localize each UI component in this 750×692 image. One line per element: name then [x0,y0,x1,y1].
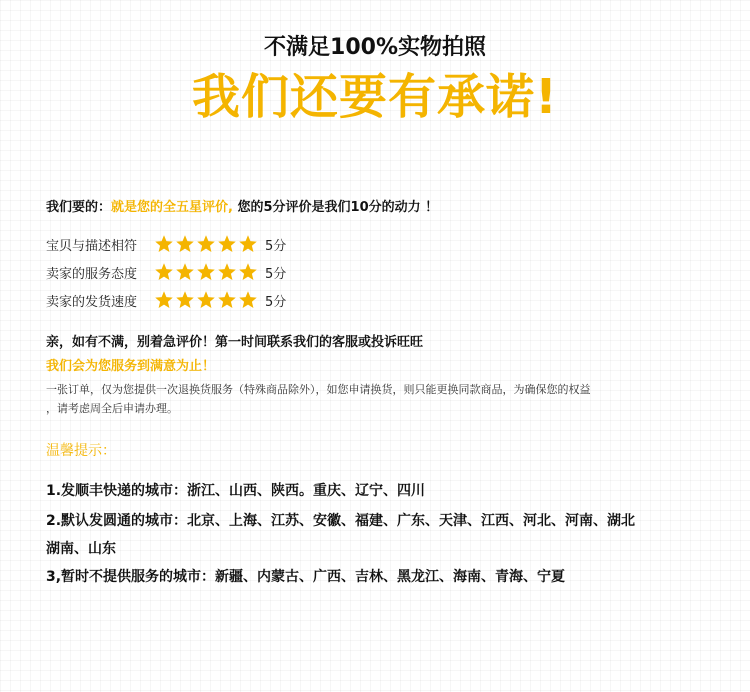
star-icon [217,234,237,254]
star-icon [154,234,174,254]
rating-row-shipping [46,288,286,312]
star-icon [217,290,237,310]
rating-label: 卖家的发货速度 [46,294,138,310]
star-icon [238,262,258,282]
policy-text-cont: ，请考虑周全后申请办理。 [46,402,178,415]
rating-score: 5分 [265,238,287,254]
star-icon [175,262,195,282]
notice-line: 亲，如有不满，别着急评价！第一时间联系我们的客服或投诉旺旺 [46,335,424,350]
review-request [46,196,438,215]
review-request-prefix: 我们要的： [46,200,112,215]
review-request-suffix: 您的5分评价是我们10分的动力 ！ [232,200,439,215]
star-icon [196,290,216,310]
rating-label: 宝贝与描述相符 [46,238,138,254]
rating-row-description [46,232,286,256]
rating-stars [154,234,259,254]
rating-row-service [46,260,286,284]
promise-title: 我们还要有承诺! [192,69,558,125]
tips-title: 温馨提示： [46,443,116,459]
headline: 不满足100%实物拍照 [264,35,486,60]
rating-label: 卖家的服务态度 [46,266,138,282]
rating-score: 5分 [265,266,287,282]
star-icon [196,262,216,282]
star-icon [175,234,195,254]
star-icon [175,290,195,310]
star-icon [196,234,216,254]
tips-line-sf: 1.发顺丰快递的城市：浙江、山西、陕西。重庆、辽宁、四川 [46,483,426,499]
rating-score: 5分 [265,294,287,310]
star-icon [238,234,258,254]
star-icon [154,290,174,310]
tips-line-unavailable: 3,暂时不提供服务的城市：新疆、内蒙古、广西、吉林、黑龙江、海南、青海、宁夏 [46,569,566,585]
tips-line-yto: 2.默认发圆通的城市：北京、上海、江苏、安徽、福建、广东、天津、江西、河北、河南、湖北 [46,513,636,529]
star-icon [154,262,174,282]
star-icon [238,290,258,310]
satisfaction-line: 我们会为您服务到满意为止！ [46,359,216,374]
star-icon [217,262,237,282]
review-request-highlight: 就是您的全五星评价, [111,200,233,215]
policy-text: 一张订单，仅为您提供一次退换货服务（特殊商品除外），如您申请换货，则只能更换同款商品，为确保您的权益 [46,383,591,396]
rating-stars [154,262,259,282]
tips-line-yto-cont: 湖南、山东 [46,541,116,557]
rating-stars [154,290,259,310]
